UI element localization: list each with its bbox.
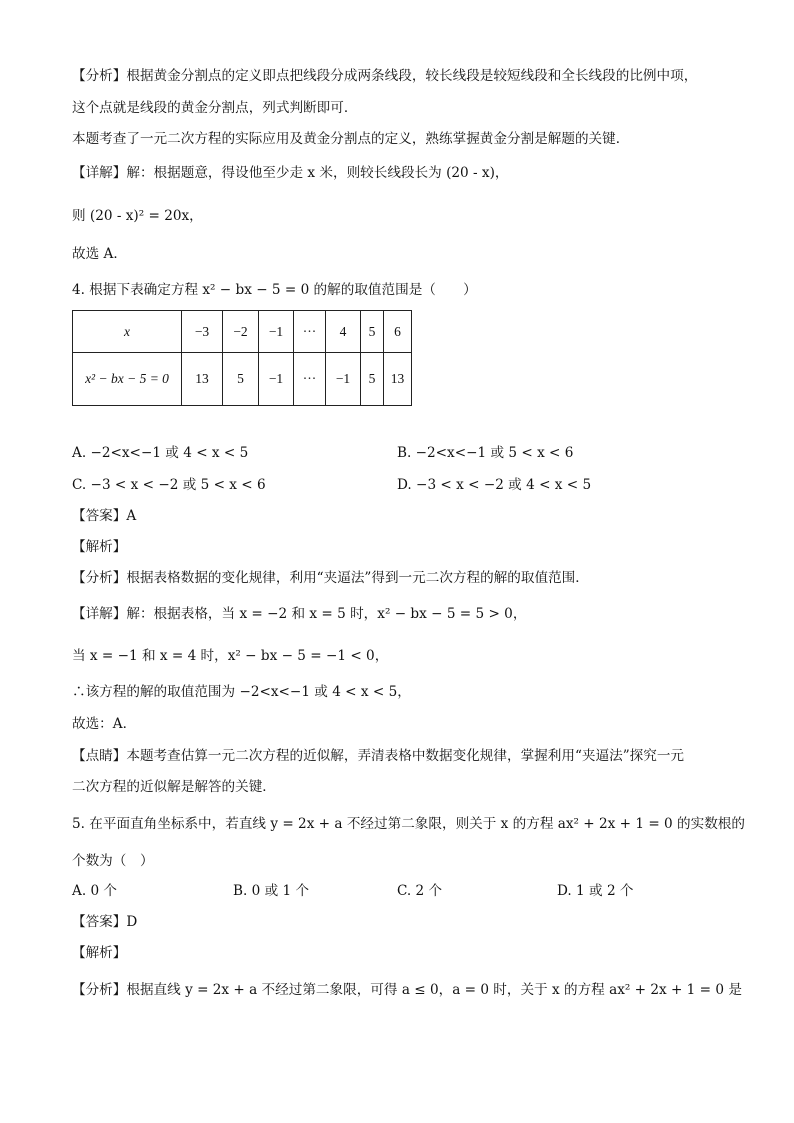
table-cell: 5 xyxy=(361,311,384,353)
table-cell: x xyxy=(73,311,182,353)
option-a: A. −2<x<−1 或 4 < x < 5 xyxy=(72,445,249,461)
q5-answer-label: 【答案】D xyxy=(72,914,138,930)
q4-choose: 故选：A． xyxy=(72,716,137,732)
q5-jiexi-label: 【解析】 xyxy=(72,945,127,961)
analysis-line-1: 【分析】根据黄金分割点的定义即点把线段分成两条线段，较长线段是较短线段和全长线段的比例中项， xyxy=(72,68,698,84)
option-d: D. −3 < x < −2 或 4 < x < 5 xyxy=(397,477,592,493)
table-cell: 4 xyxy=(326,311,361,353)
table-row xyxy=(73,311,412,353)
table-cell: −1 xyxy=(259,311,294,353)
q5-analysis: 【分析】根据直线 y = 2x + a 不经过第二象限，可得 a ≤ 0，a = 0 时，关于 x 的方程 ax² + 2x + 1 = 0 是 xyxy=(72,982,742,998)
question-5-stem: 5. 在平面直角坐标系中，若直线 y = 2x + a 不经过第二象限，则关于 x 的方程 ax² + 2x + 1 = 0 的实数根的 xyxy=(72,816,745,832)
table-cell: −1 xyxy=(326,353,361,406)
q4-dianjing-1: 【点睛】本题考查估算一元二次方程的近似解，弄清表格中数据变化规律，掌握利用“夹逼法”探究一元 xyxy=(72,748,685,764)
table-cell: x² − bx − 5 = 0 xyxy=(73,353,182,406)
table-cell: −2 xyxy=(223,311,259,353)
q4-detail: 【详解】解：根据表格，当 x = −2 和 x = 5 时，x² − bx − 5 = 5 > 0， xyxy=(72,606,527,622)
answer-label: 【答案】A xyxy=(72,508,137,524)
detail-line: 【详解】解：根据题意，得设他至少走 x 米，则较长线段长为 (20 - x)， xyxy=(72,165,509,181)
table-row xyxy=(73,353,412,406)
option-c: C. −3 < x < −2 或 5 < x < 6 xyxy=(72,477,266,493)
q4-analysis: 【分析】根据表格数据的变化规律，利用“夹逼法”得到一元二次方程的解的取值范围． xyxy=(72,570,589,586)
question-5-stem-cont: 个数为（ ） xyxy=(72,853,154,869)
jiexi-label: 【解析】 xyxy=(72,539,127,555)
table-cell: 13 xyxy=(384,353,412,406)
table-cell: 6 xyxy=(384,311,412,353)
q5-option-b: B. 0 或 1 个 xyxy=(233,883,310,899)
question-4-stem: 4. 根据下表确定方程 x² − bx − 5 = 0 的解的取值范围是（ ） xyxy=(72,282,477,298)
option-b: B. −2<x<−1 或 5 < x < 6 xyxy=(397,445,574,461)
table-cell: 5 xyxy=(361,353,384,406)
table-cell: 13 xyxy=(182,353,223,406)
q4-dianjing-2: 二次方程的近似解是解答的关键． xyxy=(72,779,276,795)
q4-detail-2: 当 x = −1 和 x = 4 时，x² − bx − 5 = −1 < 0， xyxy=(72,648,389,664)
table-cell: −3 xyxy=(182,311,223,353)
table-cell: −1 xyxy=(259,353,294,406)
table-cell: ··· xyxy=(294,311,326,353)
q5-option-d: D. 1 或 2 个 xyxy=(557,883,634,899)
equation-line: 则 (20 - x)² = 20x， xyxy=(72,208,203,224)
analysis-line-2: 这个点就是线段的黄金分割点，列式判断即可． xyxy=(72,100,358,116)
q4-detail-3: ∴该方程的解的取值范围为 −2<x<−1 或 4 < x < 5， xyxy=(72,684,411,700)
values-table xyxy=(72,310,412,406)
q5-option-a: A. 0 个 xyxy=(72,883,118,899)
summary-line: 本题考查了一元二次方程的实际应用及黄金分割点的定义，熟练掌握黄金分割是解题的关键． xyxy=(72,131,630,147)
table-cell: ··· xyxy=(294,353,326,406)
table-cell: 5 xyxy=(223,353,259,406)
q5-option-c: C. 2 个 xyxy=(397,883,443,899)
choose-line: 故选 A． xyxy=(72,246,127,262)
